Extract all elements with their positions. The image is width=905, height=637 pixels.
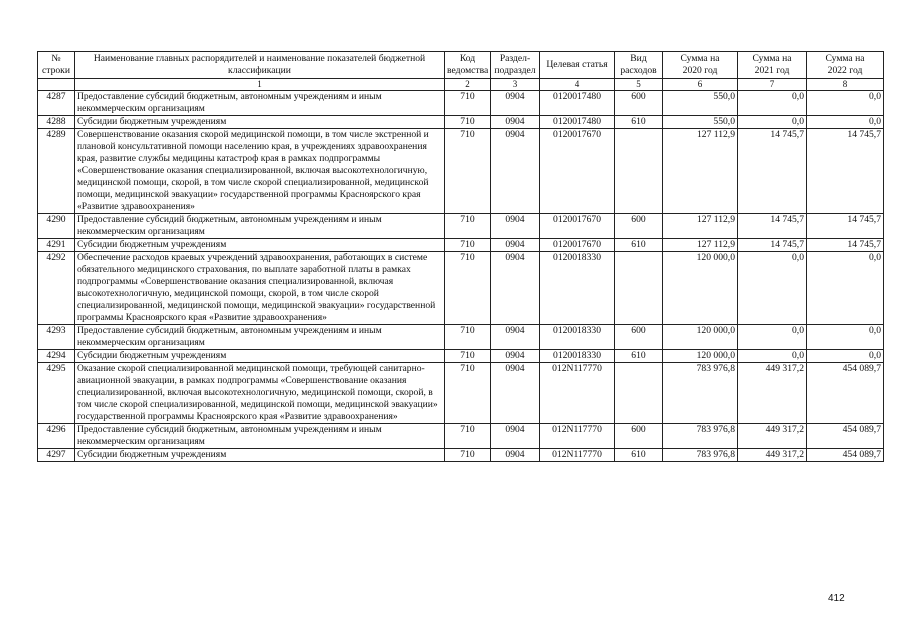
target-article-cell: 0120017480: [540, 116, 615, 129]
column-index: 6: [663, 79, 738, 91]
expense-type-cell: 610: [615, 449, 663, 462]
table-row: [38, 214, 884, 239]
row-name-cell: Обеспечение расходов краевых учреждений здравоохранения, работающих в системе обязательного медицинского страхования, по выплате заработной платы в рамках подпрограммы «Совершенствование оказания специализированной, включая высокотехнологичную, медицинской помощи, скорой, в том числе скорой специализированной, медицинской помощи, медицинской эвакуации» государственной программы Красноярского края «Развитие здравоохранения»: [75, 252, 445, 325]
table-row: [38, 252, 884, 325]
department-code-cell: 710: [445, 91, 491, 116]
table-row: [38, 116, 884, 129]
sum-2021-cell: 14 745,7: [738, 129, 807, 214]
sum-2020-cell: 550,0: [663, 91, 738, 116]
row-number-cell: 4287: [38, 91, 75, 116]
department-code-cell: 710: [445, 424, 491, 449]
sum-2021-cell: 0,0: [738, 91, 807, 116]
sum-2022-cell: 454 089,7: [807, 363, 884, 424]
table-row: [38, 350, 884, 363]
expense-type-cell: 610: [615, 350, 663, 363]
sum-2020-cell: 783 976,8: [663, 449, 738, 462]
expense-type-cell: 610: [615, 116, 663, 129]
sum-2020-cell: 783 976,8: [663, 363, 738, 424]
target-article-cell: 012N117770: [540, 363, 615, 424]
section-cell: 0904: [491, 116, 540, 129]
sum-2022-cell: 0,0: [807, 91, 884, 116]
sum-2022-cell: 14 745,7: [807, 214, 884, 239]
department-code-cell: 710: [445, 363, 491, 424]
sum-2022-cell: 454 089,7: [807, 449, 884, 462]
header-department-code: Код ведомства: [445, 52, 491, 79]
sum-2020-cell: 120 000,0: [663, 350, 738, 363]
table-row: [38, 325, 884, 350]
department-code-cell: 710: [445, 214, 491, 239]
expense-type-cell: [615, 363, 663, 424]
target-article-cell: 0120017670: [540, 239, 615, 252]
table-row: [38, 129, 884, 214]
header-row-number: № строки: [38, 52, 75, 79]
section-cell: 0904: [491, 424, 540, 449]
expense-type-cell: 610: [615, 239, 663, 252]
expense-type-cell: 600: [615, 214, 663, 239]
row-number-cell: 4289: [38, 129, 75, 214]
table-row: [38, 363, 884, 424]
expense-type-cell: 600: [615, 325, 663, 350]
column-index: 5: [615, 79, 663, 91]
section-cell: 0904: [491, 252, 540, 325]
target-article-cell: 0120018330: [540, 350, 615, 363]
section-cell: 0904: [491, 350, 540, 363]
department-code-cell: 710: [445, 252, 491, 325]
target-article-cell: 012N117770: [540, 424, 615, 449]
row-name-cell: Предоставление субсидий бюджетным, автономным учреждениям и иным некоммерческим организациям: [75, 325, 445, 350]
row-name-cell: Предоставление субсидий бюджетным, автономным учреждениям и иным некоммерческим организациям: [75, 424, 445, 449]
department-code-cell: 710: [445, 129, 491, 214]
target-article-cell: 012N117770: [540, 449, 615, 462]
sum-2022-cell: 14 745,7: [807, 239, 884, 252]
sum-2021-cell: 0,0: [738, 350, 807, 363]
table-row: [38, 449, 884, 462]
header-name: Наименование главных распорядителей и наименование показателей бюджетной классификации: [75, 52, 445, 79]
sum-2020-cell: 783 976,8: [663, 424, 738, 449]
department-code-cell: 710: [445, 116, 491, 129]
expense-type-cell: [615, 129, 663, 214]
row-name-cell: Совершенствование оказания скорой медицинской помощи, в том числе экстренной и плановой консультативной помощи населению края, в учреждениях здравоохранения края, развитие службы медицины катастроф края в рамках подпрограммы «Совершенствование оказания специализированной, включая высокотехнологичную, медицинской помощи, скорой, в том числе скорой специализированной, медицинской помощи, медицинской эвакуации» государственной программы Красноярского края «Развитие здравоохранения»: [75, 129, 445, 214]
section-cell: 0904: [491, 91, 540, 116]
sum-2020-cell: 120 000,0: [663, 252, 738, 325]
sum-2021-cell: 14 745,7: [738, 239, 807, 252]
column-index: [38, 79, 75, 91]
row-number-cell: 4293: [38, 325, 75, 350]
department-code-cell: 710: [445, 350, 491, 363]
sum-2021-cell: 449 317,2: [738, 449, 807, 462]
section-cell: 0904: [491, 325, 540, 350]
column-index: 3: [491, 79, 540, 91]
table-row: [38, 239, 884, 252]
row-number-cell: 4294: [38, 350, 75, 363]
sum-2020-cell: 120 000,0: [663, 325, 738, 350]
sum-2022-cell: 454 089,7: [807, 424, 884, 449]
sum-2022-cell: 0,0: [807, 116, 884, 129]
row-name-cell: Предоставление субсидий бюджетным, автономным учреждениям и иным некоммерческим организациям: [75, 214, 445, 239]
sum-2021-cell: 14 745,7: [738, 214, 807, 239]
sum-2020-cell: 127 112,9: [663, 129, 738, 214]
header-target-article: Целевая статья: [540, 52, 615, 79]
page-number: 412: [828, 593, 845, 604]
budget-table: [37, 51, 884, 462]
row-number-cell: 4296: [38, 424, 75, 449]
row-number-cell: 4288: [38, 116, 75, 129]
sum-2020-cell: 127 112,9: [663, 239, 738, 252]
target-article-cell: 0120018330: [540, 325, 615, 350]
header-section: Раздел- подраздел: [491, 52, 540, 79]
row-number-cell: 4292: [38, 252, 75, 325]
column-index: 7: [738, 79, 807, 91]
target-article-cell: 0120017480: [540, 91, 615, 116]
expense-type-cell: [615, 252, 663, 325]
row-number-cell: 4291: [38, 239, 75, 252]
expense-type-cell: 600: [615, 424, 663, 449]
sum-2022-cell: 14 745,7: [807, 129, 884, 214]
target-article-cell: 0120017670: [540, 214, 615, 239]
target-article-cell: 0120018330: [540, 252, 615, 325]
sum-2020-cell: 550,0: [663, 116, 738, 129]
section-cell: 0904: [491, 214, 540, 239]
sum-2021-cell: 449 317,2: [738, 424, 807, 449]
column-index: 8: [807, 79, 884, 91]
column-index: 4: [540, 79, 615, 91]
table-body: [38, 91, 884, 462]
row-name-cell: Субсидии бюджетным учреждениям: [75, 449, 445, 462]
row-number-cell: 4290: [38, 214, 75, 239]
sum-2022-cell: 0,0: [807, 252, 884, 325]
row-name-cell: Предоставление субсидий бюджетным, автономным учреждениям и иным некоммерческим организациям: [75, 91, 445, 116]
row-name-cell: Субсидии бюджетным учреждениям: [75, 350, 445, 363]
target-article-cell: 0120017670: [540, 129, 615, 214]
sum-2021-cell: 0,0: [738, 252, 807, 325]
sum-2022-cell: 0,0: [807, 325, 884, 350]
table-row: [38, 424, 884, 449]
header-expense-type: Вид расходов: [615, 52, 663, 79]
section-cell: 0904: [491, 129, 540, 214]
header-sum-2021: Сумма на 2021 год: [738, 52, 807, 79]
sum-2021-cell: 0,0: [738, 325, 807, 350]
section-cell: 0904: [491, 363, 540, 424]
column-index-row: [38, 79, 884, 91]
sum-2021-cell: 449 317,2: [738, 363, 807, 424]
column-index: 2: [445, 79, 491, 91]
sum-2020-cell: 127 112,9: [663, 214, 738, 239]
row-number-cell: 4297: [38, 449, 75, 462]
row-name-cell: Оказание скорой специализированной медицинской помощи, требующей санитарно-авиационной эвакуации, в рамках подпрограммы «Совершенствование оказания специализированной, включая высокотехнологичную, медицинской помощи, скорой, в том числе скорой специализированной, медицинской помощи, медицинской эвакуации» государственной программы Красноярского края «Развитие здравоохранения»: [75, 363, 445, 424]
row-name-cell: Субсидии бюджетным учреждениям: [75, 116, 445, 129]
department-code-cell: 710: [445, 325, 491, 350]
sum-2021-cell: 0,0: [738, 116, 807, 129]
header-sum-2022: Сумма на 2022 год: [807, 52, 884, 79]
sum-2022-cell: 0,0: [807, 350, 884, 363]
row-number-cell: 4295: [38, 363, 75, 424]
expense-type-cell: 600: [615, 91, 663, 116]
table-row: [38, 91, 884, 116]
row-name-cell: Субсидии бюджетным учреждениям: [75, 239, 445, 252]
department-code-cell: 710: [445, 239, 491, 252]
department-code-cell: 710: [445, 449, 491, 462]
section-cell: 0904: [491, 449, 540, 462]
header-row: [38, 52, 884, 79]
section-cell: 0904: [491, 239, 540, 252]
column-index: 1: [75, 79, 445, 91]
header-sum-2020: Сумма на 2020 год: [663, 52, 738, 79]
